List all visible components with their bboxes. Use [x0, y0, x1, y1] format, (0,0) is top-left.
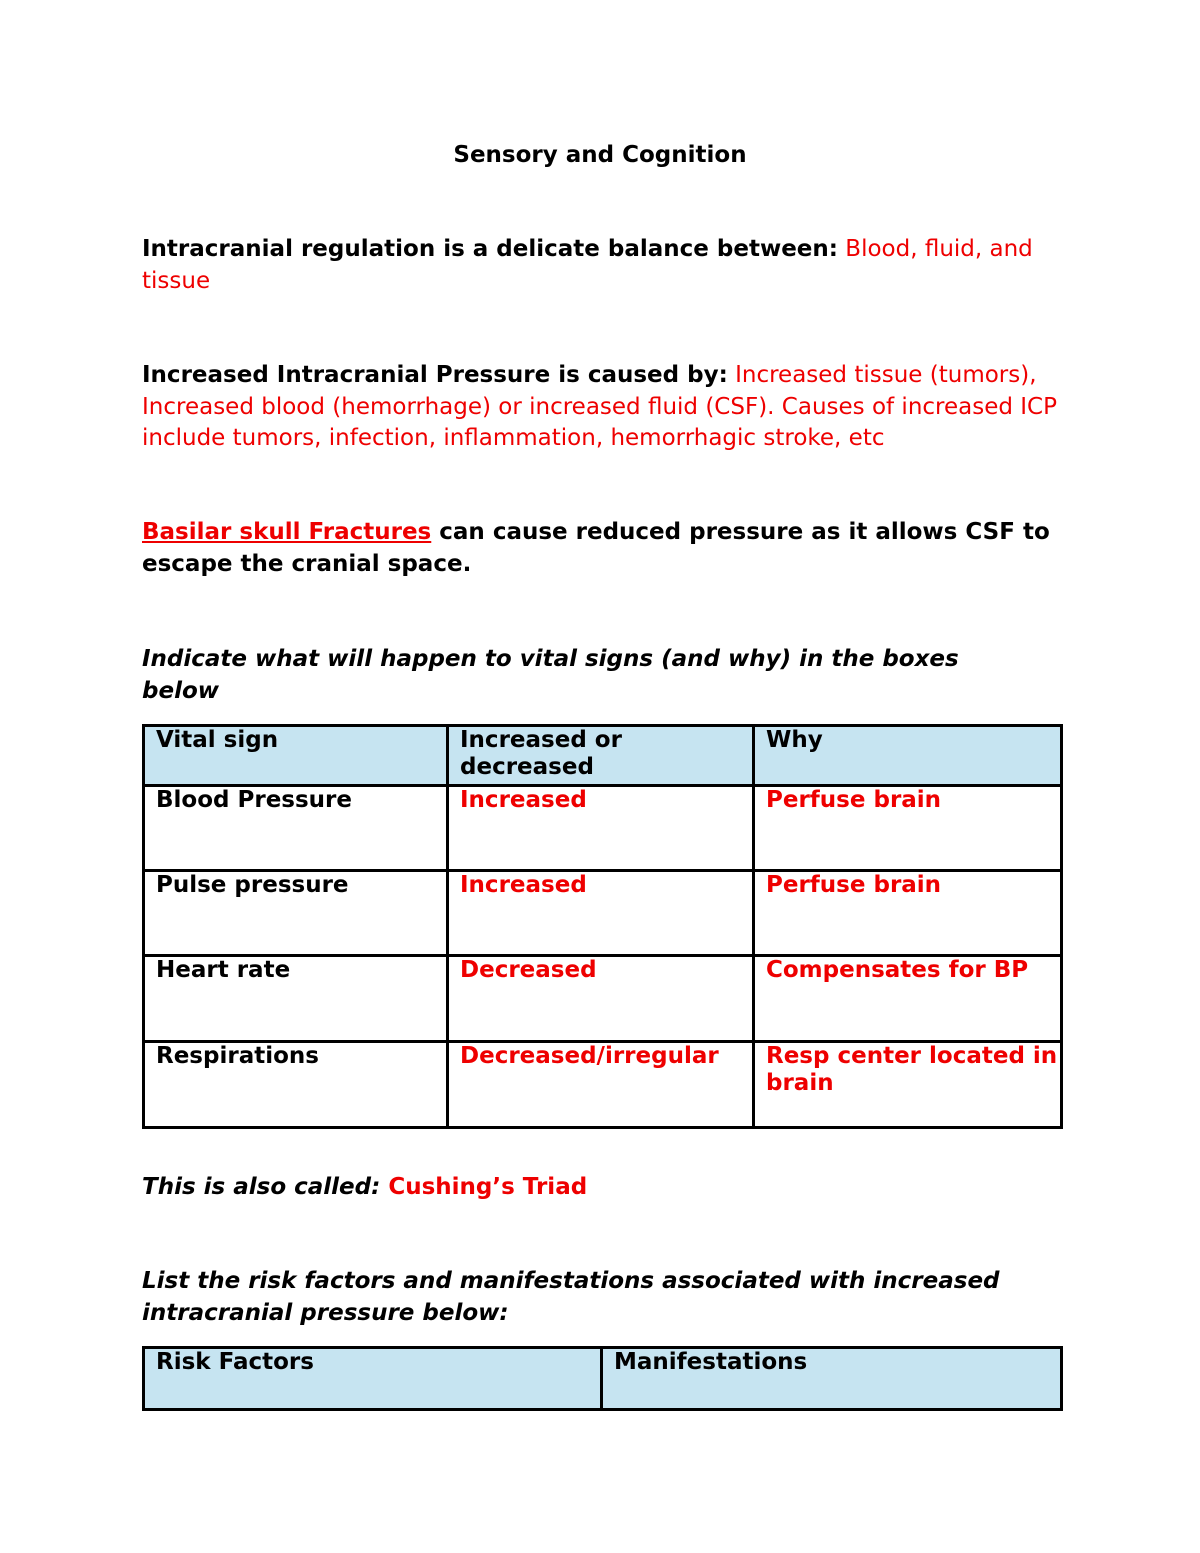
basilar-term: Basilar skull Fractures	[142, 519, 432, 545]
direction-cell: Decreased/irregular	[448, 1042, 754, 1128]
intro-paragraph	[142, 234, 1062, 297]
risk-table	[142, 1346, 1063, 1411]
vitals-header-cell: Why	[754, 726, 1062, 786]
vitals-header-cell: Increased or decreased	[448, 726, 754, 786]
risk-prompt: List the risk factors and manifestations associated with increased intracranial pressure below:	[142, 1268, 1000, 1326]
risk-header-row	[144, 1348, 1062, 1410]
intro-answer: Blood, fluid, and tissue	[142, 236, 1033, 294]
also-called-answer: Cushing’s Triad	[388, 1174, 588, 1200]
why-cell: Resp center located in brain	[754, 1042, 1062, 1128]
why-cell: Perfuse brain	[754, 786, 1062, 871]
vitals-header-cell: Vital sign	[144, 726, 448, 786]
vitals-table	[142, 724, 1063, 1129]
direction-cell: Decreased	[448, 956, 754, 1042]
table-row	[144, 1042, 1062, 1128]
icp-paragraph	[142, 360, 1062, 455]
icp-answer: Increased tissue (tumors), Increased blood (hemorrhage) or increased fluid (CSF). Causes of increased ICP include tumors, infection, inflammation, hemorrhagic stroke, etc	[142, 362, 1057, 451]
icp-label: Increased Intracranial Pressure is caused by:	[142, 362, 728, 388]
vital-sign-cell: Heart rate	[144, 956, 448, 1042]
direction-cell: Increased	[448, 786, 754, 871]
vitals-header-row	[144, 726, 1062, 786]
vital-sign-cell: Respirations	[144, 1042, 448, 1128]
basilar-paragraph	[142, 517, 1062, 580]
intro-label: Intracranial regulation is a delicate balance between:	[142, 236, 838, 262]
table-row	[144, 956, 1062, 1042]
vital-sign-cell: Blood Pressure	[144, 786, 448, 871]
table-row	[144, 871, 1062, 956]
basilar-text: can cause reduced pressure as it allows CSF to escape the cranial space.	[142, 519, 1050, 577]
why-cell: Perfuse brain	[754, 871, 1062, 956]
why-cell: Compensates for BP	[754, 956, 1062, 1042]
page-title: Sensory and Cognition	[453, 142, 747, 168]
also-called-paragraph	[142, 1172, 1062, 1204]
risk-factors-header: Risk Factors	[144, 1348, 602, 1410]
vital-sign-cell: Pulse pressure	[144, 871, 448, 956]
also-called-label: This is also called:	[142, 1174, 381, 1200]
vitals-prompt: Indicate what will happen to vital signs (and why) in the boxes below	[142, 646, 959, 704]
direction-cell: Increased	[448, 871, 754, 956]
table-row	[144, 786, 1062, 871]
manifestations-header: Manifestations	[602, 1348, 1062, 1410]
